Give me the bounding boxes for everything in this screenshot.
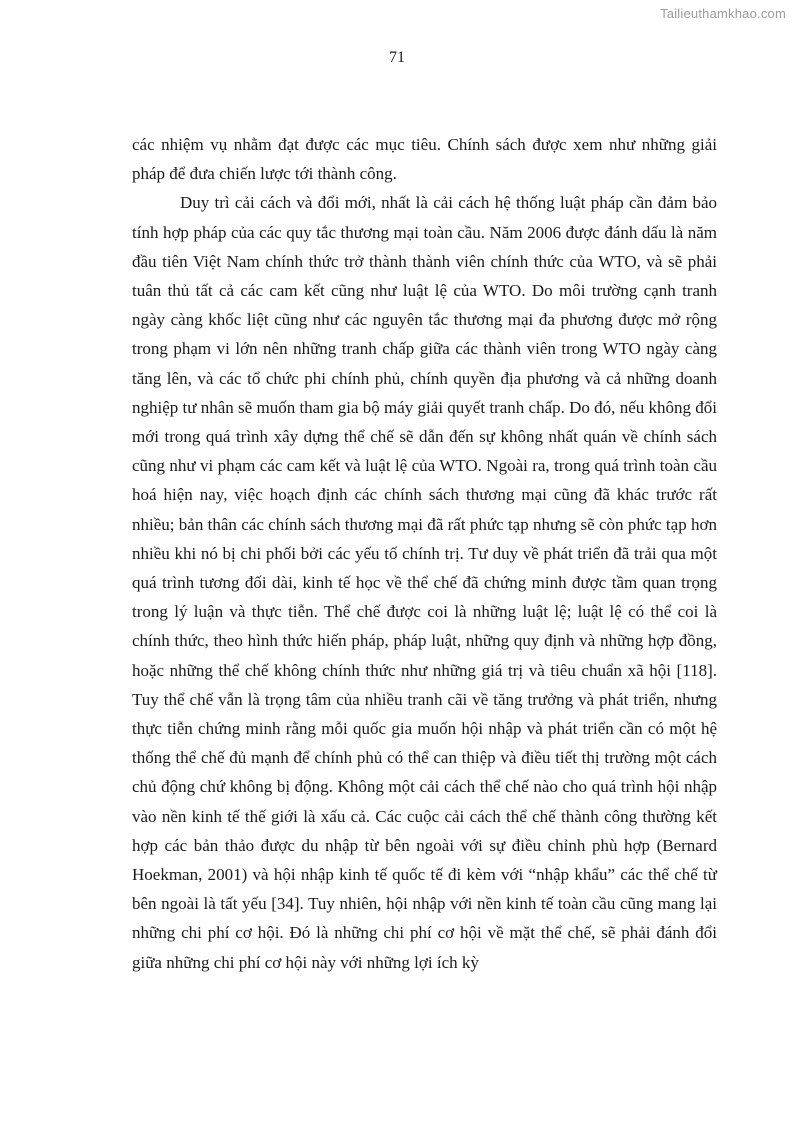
page-number: 71 bbox=[389, 49, 405, 66]
body-text bbox=[132, 130, 717, 977]
paragraph-institutional-reform: Duy trì cải cách và đổi mới, nhất là cải cách hệ thống luật pháp cần đảm bảo tính hợp pháp của các quy tắc thương mại toàn cầu. Năm 2006 được đánh dấu là năm đầu tiên Việt Nam chính thức trở thành thành viên chính thức của WTO, và sẽ phải tuân thủ tất cả các cam kết cũng như luật lệ của WTO. Do môi trường cạnh tranh ngày càng khốc liệt cũng như các nguyên tắc thương mại đa phương được mở rộng trong phạm vi lớn nên những tranh chấp giữa các thành viên trong WTO ngày càng tăng lên, và các tổ chức phi chính phủ, chính quyền địa phương và cả những doanh nghiệp tư nhân sẽ muốn tham gia bộ máy giải quyết tranh chấp. Do đó, nếu không đổi mới trong quá trình xây dựng thể chế sẽ dẫn đến sự không nhất quán về chính sách cũng như vi phạm các cam kết và luật lệ của WTO. Ngoài ra, trong quá trình toàn cầu hoá hiện nay, việc hoạch định các chính sách thương mại cũng đã khác trước rất nhiều; bản thân các chính sách thương mại đã rất phức tạp nhưng sẽ còn phức tạp hơn nhiều khi nó bị chi phối bởi các yếu tố chính trị. Tư duy về phát triển đã trải qua một quá trình tương đối dài, kinh tế học về thể chế đã chứng minh được tầm quan trọng trong lý luận và thực tiễn. Thể chế được coi là những luật lệ; luật lệ có thể coi là chính thức, theo hình thức hiến pháp, pháp luật, những quy định và những hợp đồng, hoặc những thể chế không chính thức như những giá trị và tiêu chuẩn xã hội [118]. Tuy thể chế vẫn là trọng tâm của nhiều tranh cãi về tăng trưởng và phát triển, nhưng thực tiễn chứng minh rằng mỗi quốc gia muốn hội nhập và phát triển cần có một hệ thống thể chế đủ mạnh để chính phủ có thể can thiệp và điều tiết thị trường một cách chủ động chứ không bị động. Không một cải cách thể chế nào cho quá trình hội nhập vào nền kinh tế thế giới là xấu cả. Các cuộc cải cách thể chế thành công thường kết hợp các bản thảo được du nhập từ bên ngoài với sự điều chỉnh phù hợp (Bernard Hoekman, 2001) và hội nhập kinh tế quốc tế đi kèm với “nhập khẩu” các thể chế từ bên ngoài là tất yếu [34]. Tuy nhiên, hội nhập với nền kinh tế toàn cầu cũng mang lại những chi phí cơ hội. Đó là những chi phí cơ hội về mặt thể chế, sẽ phải đánh đổi giữa những chi phí cơ hội này với những lợi ích kỳ bbox=[132, 193, 717, 972]
paragraph-continued: các nhiệm vụ nhằm đạt được các mục tiêu. Chính sách được xem như những giải pháp để đưa chiến lược tới thành công. bbox=[132, 135, 717, 184]
watermark: Tailieuthamkhao.com bbox=[660, 6, 786, 21]
